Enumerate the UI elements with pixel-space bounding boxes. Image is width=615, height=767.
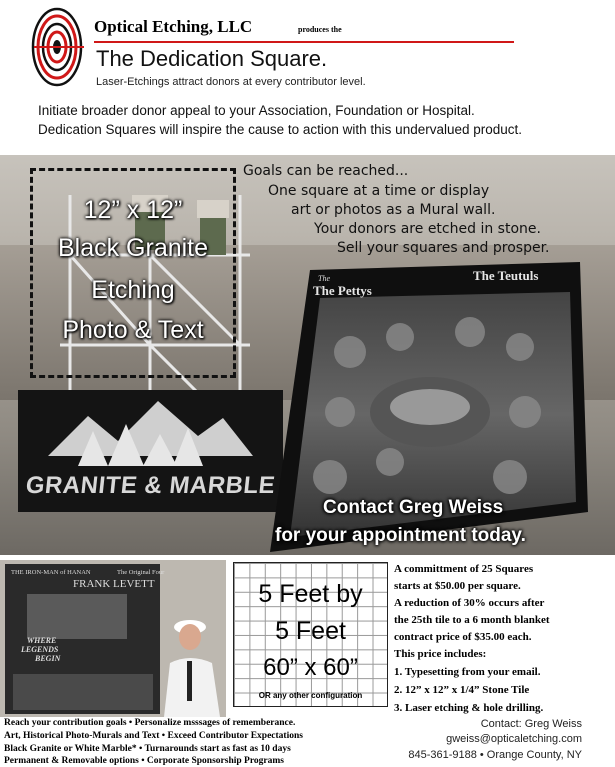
offer-line-5: contract price of $35.00 each. xyxy=(394,631,532,643)
feature-line-2: Art, Historical Photo-Murals and Text • Exceed Contributor Expectations xyxy=(4,731,303,741)
grid-line-2: 5 Feet xyxy=(275,617,346,645)
plaque-title-right: The Original Four xyxy=(117,569,165,576)
offer-line-8: 2. 12” x 12” x 1/4” Stone Tile xyxy=(394,684,530,696)
offer-line-1: A committment of 25 Squares xyxy=(394,563,534,575)
contact-banner-line-1: Contact Greg Weiss xyxy=(323,497,504,518)
plaque xyxy=(5,564,165,714)
mural-title-right: The Teutuls xyxy=(473,268,539,283)
grid-line-1: 5 Feet by xyxy=(258,580,363,608)
goals-line-5: Sell your squares and prosper. xyxy=(337,240,550,256)
plaque-slogan-2: LEGENDS xyxy=(21,645,59,654)
plaque-photo xyxy=(0,560,226,717)
plaque-name: FRANK LEVETT xyxy=(73,578,155,590)
spec-line-size: 12” x 12” xyxy=(83,196,183,224)
grid-line-3: 60” x 60” xyxy=(263,654,358,681)
plaque-slogan-1: WHERE xyxy=(27,636,57,645)
mural-the-left: The xyxy=(318,274,330,283)
goals-line-4: Your donors are etched in stone. xyxy=(314,221,541,237)
spec-line-process: Etching xyxy=(91,276,175,304)
header-divider xyxy=(94,41,514,43)
granite-sign xyxy=(18,390,283,512)
contact-banner-line-2: for your appointment today. xyxy=(275,525,526,546)
goals-line-1: Goals can be reached... xyxy=(243,163,409,179)
contact-email[interactable]: gweiss@opticaletching.com xyxy=(446,733,582,745)
company-name: Optical Etching, LLC xyxy=(94,17,253,36)
offer-line-6: This price includes: xyxy=(394,648,487,660)
spec-line-content: Photo & Text xyxy=(62,316,204,344)
grid-note: OR any other configuration xyxy=(258,691,363,700)
target-logo-icon xyxy=(30,6,84,88)
intro-line-2: Dedication Squares will inspire the cause to action with this undervalued product. xyxy=(38,122,523,137)
contact-name: Contact: Greg Weiss xyxy=(480,718,582,730)
tagline: Laser-Etchings attract donors at every contributor level. xyxy=(96,76,366,88)
feature-line-4: Permanent & Removable options • Corporate Sponsorship Programs xyxy=(4,756,284,766)
headline: The Dedication Square. xyxy=(96,46,328,71)
offer-line-7: 1. Typesetting from your email. xyxy=(394,666,541,678)
plaque-group-photo xyxy=(13,674,153,710)
offer-line-3: A reduction of 30% occurs after xyxy=(394,597,545,609)
intro-line-1: Initiate broader donor appeal to your Association, Foundation or Hospital. xyxy=(38,103,475,118)
plaque-slogan-3: BEGIN xyxy=(35,654,61,663)
produces-label: produces the xyxy=(298,25,342,34)
sign-text: GRANITE & MARBLE xyxy=(24,472,277,499)
plaque-portraits xyxy=(27,594,127,639)
mountains-icon xyxy=(48,396,253,466)
goals-line-3: art or photos as a Mural wall. xyxy=(291,202,496,218)
plaque-title-left: THE IRON-MAN of HANAN xyxy=(11,569,91,576)
feature-line-3: Black Granite or White Marble* • Turnarounds start as fast as 10 days xyxy=(4,744,291,754)
offer-line-4: the 25th tile to a 6 month blanket xyxy=(394,614,550,626)
spec-line-material: Black Granite xyxy=(57,234,209,262)
offer-line-9: 3. Laser etching & hole drilling. xyxy=(394,702,544,714)
man-photo-icon xyxy=(160,605,226,717)
goals-line-2: One square at a time or display xyxy=(268,183,490,199)
contact-phone-location: 845-361-9188 • Orange County, NY xyxy=(408,749,582,761)
mural-title-left: The Pettys xyxy=(313,283,372,298)
offer-line-2: starts at $50.00 per square. xyxy=(394,580,521,592)
feature-line-1: Reach your contribution goals • Personalize msssages of rememberance. xyxy=(4,718,296,728)
